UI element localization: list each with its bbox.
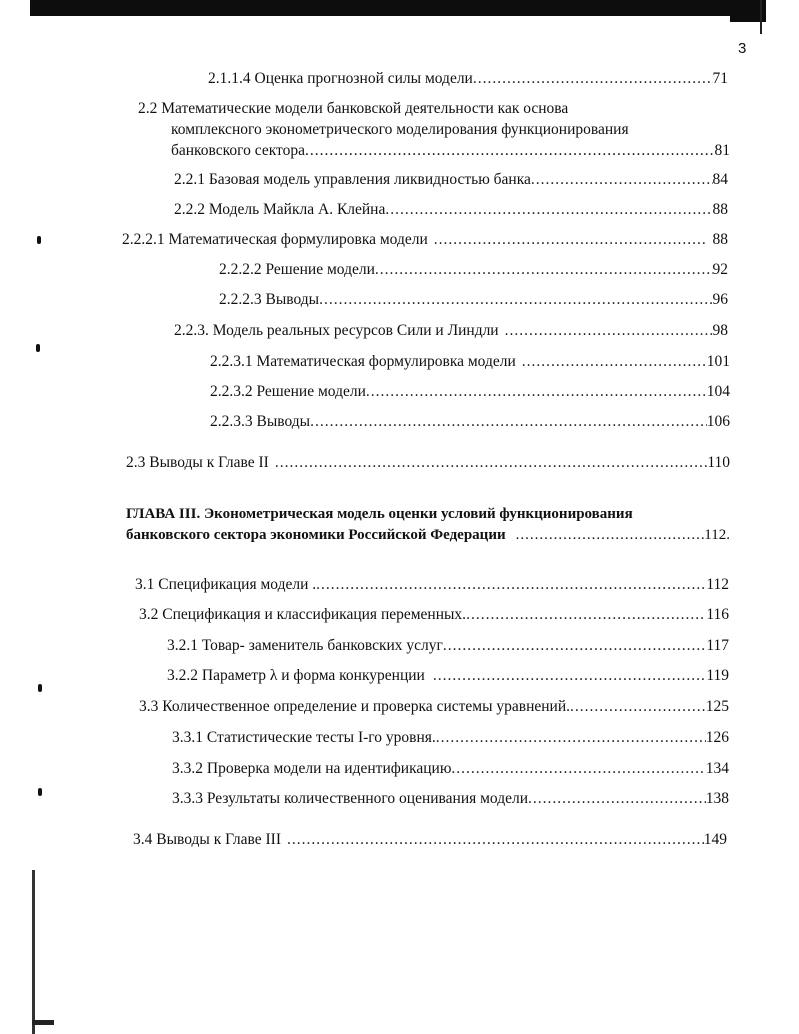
toc-entry-title: 2.2.1 Базовая модель управления ликвидностью банка — [174, 171, 531, 188]
toc-leader — [375, 259, 713, 280]
toc-entry-title: 2.2.3.1 Математическая формулировка модели — [210, 353, 516, 370]
toc-leader — [319, 289, 712, 310]
toc-entry-page: 88 — [712, 201, 728, 218]
toc-entry-title: 2.2.2.1 Математическая формулировка модели — [122, 231, 428, 248]
toc-entry-title: 2.2.2.3 Выводы — [219, 291, 320, 308]
toc-entry-title: 3.3 Количественное определение и проверка системы уравнений. — [139, 698, 571, 715]
scan-top-border — [30, 0, 766, 16]
toc-entry — [139, 696, 729, 717]
scan-speck — [36, 344, 40, 352]
toc-leader — [516, 525, 705, 546]
toc-leader — [443, 635, 706, 656]
toc-entry-title: 2.2.3.2 Решение модели — [210, 383, 366, 400]
toc-leader — [570, 696, 706, 717]
scan-corner-mark — [32, 1020, 54, 1025]
scan-edge-mark — [760, 0, 762, 34]
toc-leader — [310, 411, 707, 432]
toc-entry-title: 3.2 Спецификация и классификация переменных. — [139, 606, 467, 623]
toc-entry-multiline — [138, 98, 730, 161]
toc-entry-line: банковского сектора экономики Российской Федерации — [126, 527, 506, 543]
toc-entry-page: 112 — [706, 576, 729, 593]
toc-entry — [126, 452, 730, 473]
toc-entry-page: 126 — [705, 729, 729, 746]
toc-leader — [436, 727, 706, 748]
scan-speck — [38, 788, 42, 796]
toc-entry-title: 3.4 Выводы к Главе III — [133, 831, 281, 848]
scan-left-edge — [32, 870, 35, 1034]
toc-entry-page: 101 — [706, 353, 730, 370]
toc-entry — [208, 68, 728, 89]
toc-entry-title: 2.1.1.4 Оценка прогнозной силы модели — [208, 70, 473, 87]
toc-entry — [133, 829, 727, 850]
toc-entry — [210, 351, 730, 372]
toc-entry-title: 2.2.3. Модель реальных ресурсов Сили и Линдли — [174, 322, 499, 339]
toc-leader — [287, 829, 704, 850]
toc-entry-title: 3.3.1 Статистические тесты I-го уровня. — [172, 729, 436, 746]
toc-entry — [167, 635, 729, 656]
toc-leader — [434, 229, 707, 250]
toc-entry — [174, 320, 728, 341]
scan-speck — [38, 684, 42, 692]
toc-leader — [385, 199, 712, 220]
toc-entry-page: 125 — [705, 698, 729, 715]
page-number: 3 — [738, 40, 747, 57]
toc-leader — [451, 758, 705, 779]
toc-entry-page: 106 — [706, 413, 730, 430]
toc-entry — [210, 381, 730, 402]
toc-leader — [433, 665, 706, 686]
toc-entry — [172, 727, 729, 748]
toc-entry — [167, 665, 729, 686]
toc-entry — [135, 574, 729, 595]
toc-entry-page: 116 — [706, 606, 729, 623]
toc-leader — [531, 169, 713, 190]
toc-entry-title: 3.2.2 Параметр λ и форма конкуренции — [167, 667, 425, 684]
toc-entry-page: 98 — [712, 322, 728, 339]
toc-entry-title: 3.3.2 Проверка модели на идентификацию — [172, 760, 452, 777]
toc-leader — [473, 68, 713, 89]
toc-entry-page: 149 — [703, 831, 727, 848]
toc-leader — [275, 452, 707, 473]
toc-leader — [528, 788, 706, 809]
scan-speck — [37, 236, 41, 244]
toc-entry-page: 81 — [714, 142, 730, 159]
toc-leader — [316, 574, 706, 595]
toc-entry-page: 119 — [706, 667, 729, 684]
toc-entry-line: ГЛАВА III. Эконометрическая модель оценки условий функционирования — [126, 506, 633, 522]
toc-entry-page: 104 — [706, 383, 730, 400]
toc-entry-page: 110 — [707, 454, 730, 471]
toc-entry — [139, 604, 729, 625]
toc-entry-title: 2.2.2 Модель Майкла А. Клейна — [174, 201, 386, 218]
toc-entry — [210, 411, 730, 432]
toc-entry — [172, 788, 729, 809]
toc-entry — [219, 259, 728, 280]
toc-entry-title: 3.3.3 Результаты количественного оценивания модели — [172, 790, 529, 807]
toc-entry-title: 2.3 Выводы к Главе II — [126, 454, 269, 471]
toc-entry-page: 96 — [712, 291, 728, 308]
toc-entry — [172, 758, 729, 779]
toc-leader — [466, 604, 706, 625]
toc-entry — [122, 229, 728, 250]
toc-entry-title: 2.2.2.2 Решение модели — [219, 261, 375, 278]
toc-entry-line: 2.2 Математические модели банковской деятельности как основа — [138, 100, 569, 117]
toc-entry-line: банковского сектора — [171, 142, 305, 159]
toc-entry-page: 134 — [705, 760, 729, 777]
toc-entry-title: 3.1 Спецификация модели . — [135, 576, 317, 593]
toc-entry — [174, 199, 728, 220]
toc-entry-page: 117 — [706, 637, 729, 654]
toc-entry-page: 138 — [705, 790, 729, 807]
toc-entry-line: комплексного эконометрического моделирования функционирования — [171, 121, 629, 138]
toc-entry-title: 3.2.1 Товар- заменитель банковских услуг — [167, 637, 443, 654]
chapter-heading — [126, 504, 730, 546]
toc-leader — [522, 351, 707, 372]
toc-entry-page: 71 — [712, 70, 728, 87]
toc-entry — [219, 289, 728, 310]
toc-entry-page: 112. — [704, 527, 730, 543]
toc-entry-page: 84 — [712, 171, 728, 188]
toc-leader — [305, 140, 715, 161]
toc-entry-page: 88 — [712, 231, 728, 248]
toc-leader — [505, 320, 713, 341]
toc-entry-title: 2.2.3.3 Выводы — [210, 413, 311, 430]
toc-entry — [174, 169, 728, 190]
toc-entry-page: 92 — [712, 261, 728, 278]
toc-leader — [366, 381, 707, 402]
